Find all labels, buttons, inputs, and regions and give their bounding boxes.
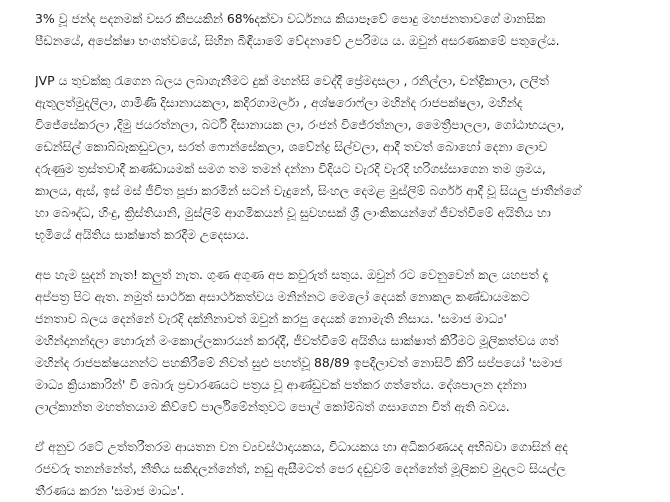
text-line: අප්පත්‍ර පිට ඇත. නමුත් සාර්ථක අසාර්ථකත්වය මනින්නට මෙලෝ දෙයක් නොකල කණ්ඩායමකට [35, 289, 530, 304]
text-line: දරුණුම ත්‍රස්තවාදී කණ්ඩායමක් සමග තම තමන් දන්නා විදියට වැරදි වැරදි හරිගස්සාගෙන තම ශ්‍රමය, [35, 161, 546, 176]
text-line: ඇතුලත්මුදලිලා, ගාමිණී දිසානායකලා, කදිරගාමර්ලා , අශ්ෂරොෆ්ලා මහින්ද රාජපක්ෂලා, මහින්ද [35, 95, 523, 110]
text-line: කාලය, ඇස්, ඉස් මස් ජීවිත පූජා කරමින් සටන් වැදුනේ, සිංහල දෙමළ මුස්ලිම් බර්ගර් ආදී වූ සියලු ජාතීන්ගේ [35, 183, 581, 198]
text-line: මහින්ද රාජපක්ෂයනන්ට පහකිරීමේ නිවත් සුළු පහත්වූ 88/89 ඉපදීලාවත් නොසිටි කිරි සප්පයෝ 'සමාජ [35, 355, 563, 370]
text-line: 3% වූ ජන්ද පදනමක් වසර කීපයකින් 68%දක්වා වර්ධනය කියාපෑවේ පොදු මහජනතාවගේ මානසික [35, 11, 546, 26]
paragraph-4 [35, 436, 642, 502]
text-line: රජවරු තනන්නේත්, නීතිය සකිදලන්නේත්, නඩු ඇසීමටත් පෙර දඬුවම් දෙන්නේත් මූලිකව මුදලට සියල්ල [35, 461, 566, 476]
text-line: මාධ්‍ය ක්‍රියාකාරින්' වී බොරු ප්‍රචාරණයට පත්‍රය වූ ආණ්ඩුවක් පත්කර ගත්තේය. දේශපාලන දන්නා [35, 377, 527, 392]
text-line: ලාල්කාන්ත මහත්තයාම කිව්වේ පාර්ලිමේන්තුවට පොල් කෝම්බත් ගසාගෙන විත් ඇති බවය. [35, 399, 510, 414]
text-line: ජනතාව බලය දෙන්නේ වැරදි දක්නිනාවත් ඔවුන් කරපු දෙයක් නොමැති නිසාය. 'සමාජ මාධ්‍ය' [35, 311, 507, 326]
text-line: හා බෞද්ධ, හිංදු, ක්‍රිස්තියානි, මුස්ලිම් ආගමිකයන් වූ සුවහසක් ශ්‍රී ලාංකිකයන්ගේ ජීවත්වීමේ අයිතිය හා [35, 205, 551, 220]
paragraph-3 [35, 264, 642, 418]
text-line: තීරණය කරන 'සමාජ මාධ්‍ය'. [35, 483, 185, 498]
text-line: ඒ අනුව රටේ උත්තරීතරම ආයතන වන ව්‍යවස්ථාදායකය, විධායකය හා අධිකරණයද අභිබවා ගොසින් අද [35, 439, 568, 454]
paragraph-1 [35, 8, 642, 52]
text-line: භූමියේ අයිතිය සාක්ෂාත් කරදීම උදෙසාය. [35, 227, 250, 242]
text-line: පීඩනයේ, අපේක්ෂා භංගත්වයේ, සිහින බිඳීයාමේ වේදනාවේ උපරිමය ය. ඔවුන් අසරණකමේ පතුලේය. [35, 33, 560, 48]
text-line: මහින්දානන්දලා හොරුන් මංකොල්ලකාරයන් කරද්දී, ජීවත්වීමේ අයිතිය සාක්ෂාත් කිරීමට මූලිකත්වය ගත් [35, 333, 559, 348]
text-line: JVP ය තුවක්කු රැගෙන බලය ලබාගැනීමට දුක් මහන්සි වෙද්දී ප්‍රේමදාසලා , රනිල්ලා, චන්ද්‍රිකාලා, ලලිත් [35, 73, 549, 88]
text-line: ඩෙන්සිල් කොබ්බෑකඩුවලා, සරත් ෆොන්සේකලා, ශවේන්ද්‍ර සිල්වලා, ආදී තවත් බොහෝ දෙනා ලොව [35, 139, 548, 154]
paragraph-2 [35, 70, 642, 246]
text-line: අප හැම සුදන් නැත! කලුත් නැත. ගුණ අගුණ අප කවුරුත් සතුය. ඔවුන් රට වෙනුවෙන් කල යහපත් දෑ [35, 267, 549, 282]
text-line: විජේසේකරලා ,දිමු ජයරත්නලා, බර්ටි දිසානායක ලා, රංජන් විජේරත්නලා, මෛත්‍රීපාලලා, ගෝඨාභයලා, [35, 117, 565, 132]
